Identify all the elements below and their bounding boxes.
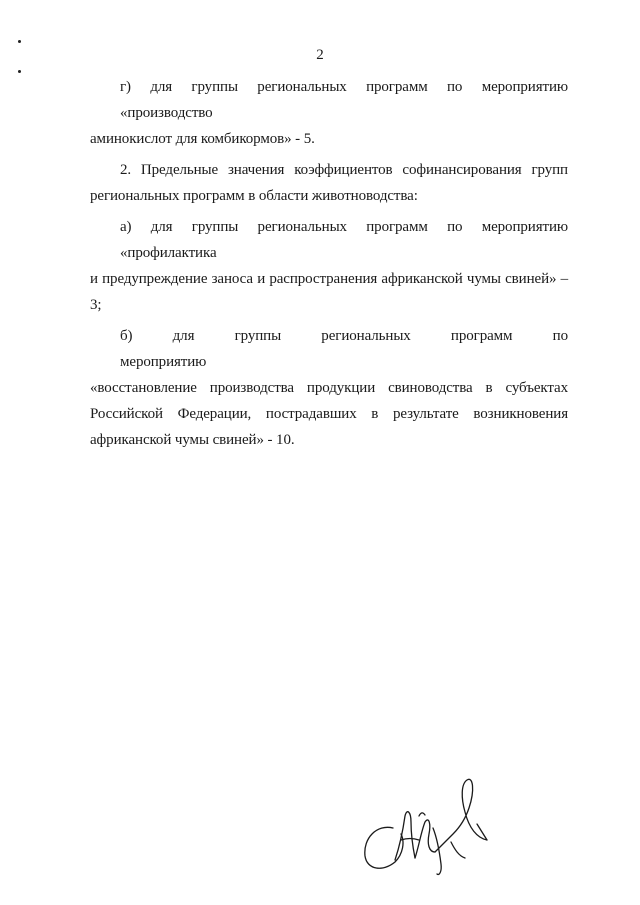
paragraph-line: африканской чумы свиней» - 10.: [90, 432, 295, 448]
paragraph-line: аминокислот для комбикормов» - 5.: [90, 131, 315, 147]
paragraph-b: [90, 323, 568, 453]
paragraph-line: и предупреждение заноса и распространения африканской чумы свиней» –: [90, 271, 568, 287]
paragraph-a: [90, 214, 568, 318]
paragraph-line: б) для группы региональных программ по мероприятию: [120, 328, 568, 370]
handwritten-signature: [355, 768, 505, 883]
scan-mark-top: [18, 40, 21, 43]
scan-mark-bottom: [18, 70, 21, 73]
paragraph-line: «восстановление производства продукции свиноводства в субъектах: [90, 380, 568, 396]
paragraph-line: региональных программ в области животноводства:: [90, 188, 418, 204]
paragraph-line: 2. Предельные значения коэффициентов софинансирования групп: [120, 162, 568, 178]
paragraph-g: [90, 74, 568, 152]
paragraph-2: [90, 157, 568, 209]
document-body: [90, 74, 568, 458]
page-number: 2: [316, 47, 324, 63]
paragraph-line: Российской Федерации, пострадавших в результате возникновения: [90, 406, 568, 422]
paragraph-line: 3;: [90, 297, 102, 313]
paragraph-line: а) для группы региональных программ по мероприятию «профилактика: [120, 219, 568, 261]
paragraph-line: г) для группы региональных программ по мероприятию «производство: [120, 79, 568, 121]
